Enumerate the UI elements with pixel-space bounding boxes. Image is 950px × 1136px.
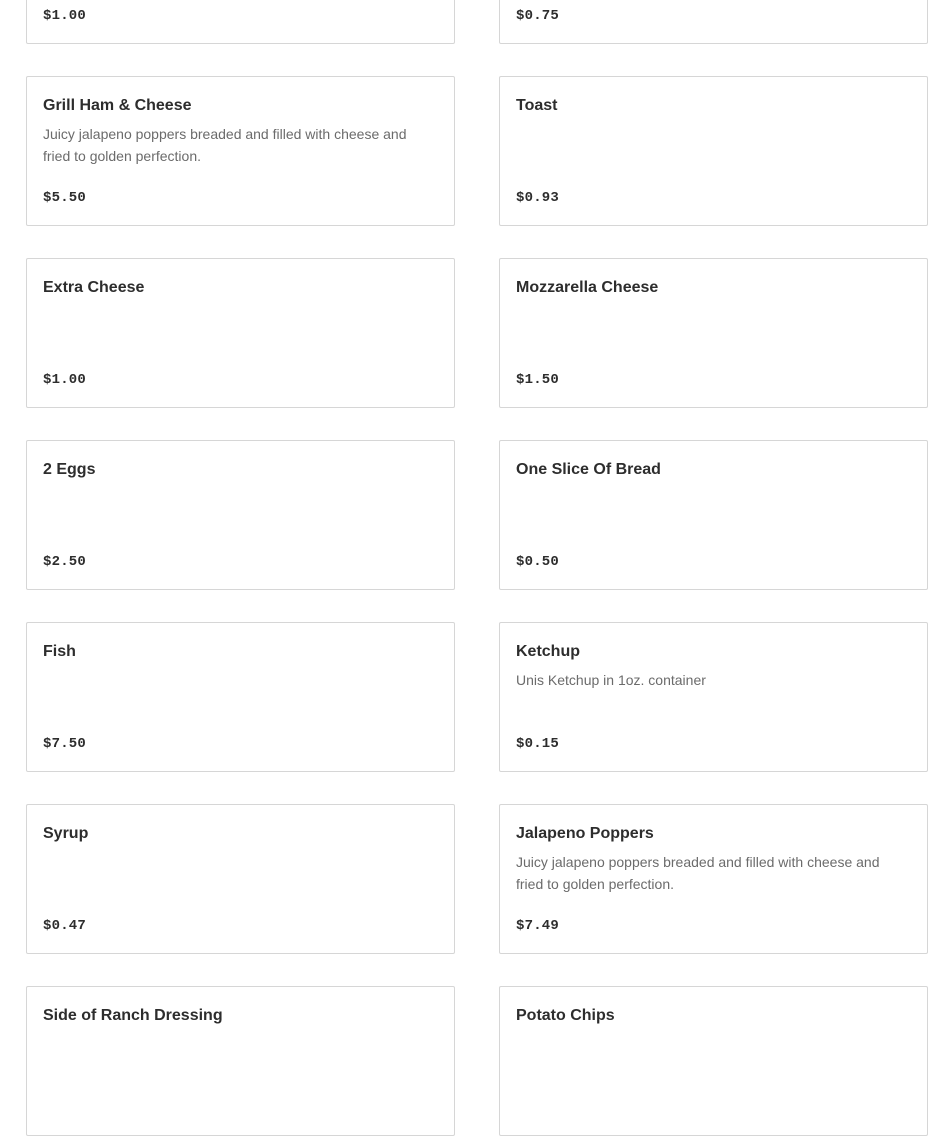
menu-item-price: $0.75 (516, 8, 560, 24)
menu-item-price: $0.47 (43, 918, 87, 934)
menu-item-name: Ketchup (516, 643, 580, 660)
menu-item-name: Potato Chips (516, 1007, 615, 1024)
menu-item-name: Toast (516, 97, 558, 114)
menu-item-name: Fish (43, 643, 76, 660)
menu-item-description: Juicy jalapeno poppers breaded and filled with cheese and fried to golden perfection. (43, 126, 407, 164)
menu-item-card[interactable] (499, 258, 928, 408)
menu-item-price: $1.00 (43, 8, 87, 24)
menu-item-card[interactable] (26, 622, 455, 772)
menu-item-price: $7.49 (516, 918, 560, 934)
menu-items-grid (26, 0, 928, 1136)
menu-item-card[interactable] (26, 0, 455, 44)
menu-item-card[interactable] (499, 440, 928, 590)
menu-item-card[interactable] (26, 76, 455, 226)
menu-item-price: $0.93 (516, 190, 560, 206)
menu-item-card[interactable] (499, 622, 928, 772)
menu-item-card[interactable] (499, 986, 928, 1136)
menu-item-name: Syrup (43, 825, 89, 842)
menu-item-description: Juicy jalapeno poppers breaded and filled with cheese and fried to golden perfection. (516, 854, 880, 892)
menu-item-name: Grill Ham & Cheese (43, 97, 192, 114)
menu-item-name: Side of Ranch Dressing (43, 1007, 223, 1024)
menu-item-price: $5.50 (43, 190, 87, 206)
menu-item-name: 2 Eggs (43, 461, 96, 478)
menu-item-name: Jalapeno Poppers (516, 825, 654, 842)
menu-item-price: $1.50 (516, 372, 560, 388)
menu-item-price: $2.50 (43, 554, 87, 570)
menu-item-card[interactable] (26, 440, 455, 590)
menu-item-card[interactable] (499, 804, 928, 954)
menu-item-price: $0.50 (516, 554, 560, 570)
menu-item-name: Extra Cheese (43, 279, 145, 296)
menu-item-card[interactable] (499, 0, 928, 44)
menu-item-price: $1.00 (43, 372, 87, 388)
menu-item-price: $7.50 (43, 736, 87, 752)
menu-item-name: One Slice Of Bread (516, 461, 661, 478)
menu-item-card[interactable] (26, 986, 455, 1136)
menu-item-card[interactable] (499, 76, 928, 226)
menu-item-price: $0.15 (516, 736, 560, 752)
menu-item-card[interactable] (26, 258, 455, 408)
menu-item-name: Mozzarella Cheese (516, 279, 659, 296)
menu-item-description: Unis Ketchup in 1oz. container (516, 672, 706, 688)
menu-item-card[interactable] (26, 804, 455, 954)
